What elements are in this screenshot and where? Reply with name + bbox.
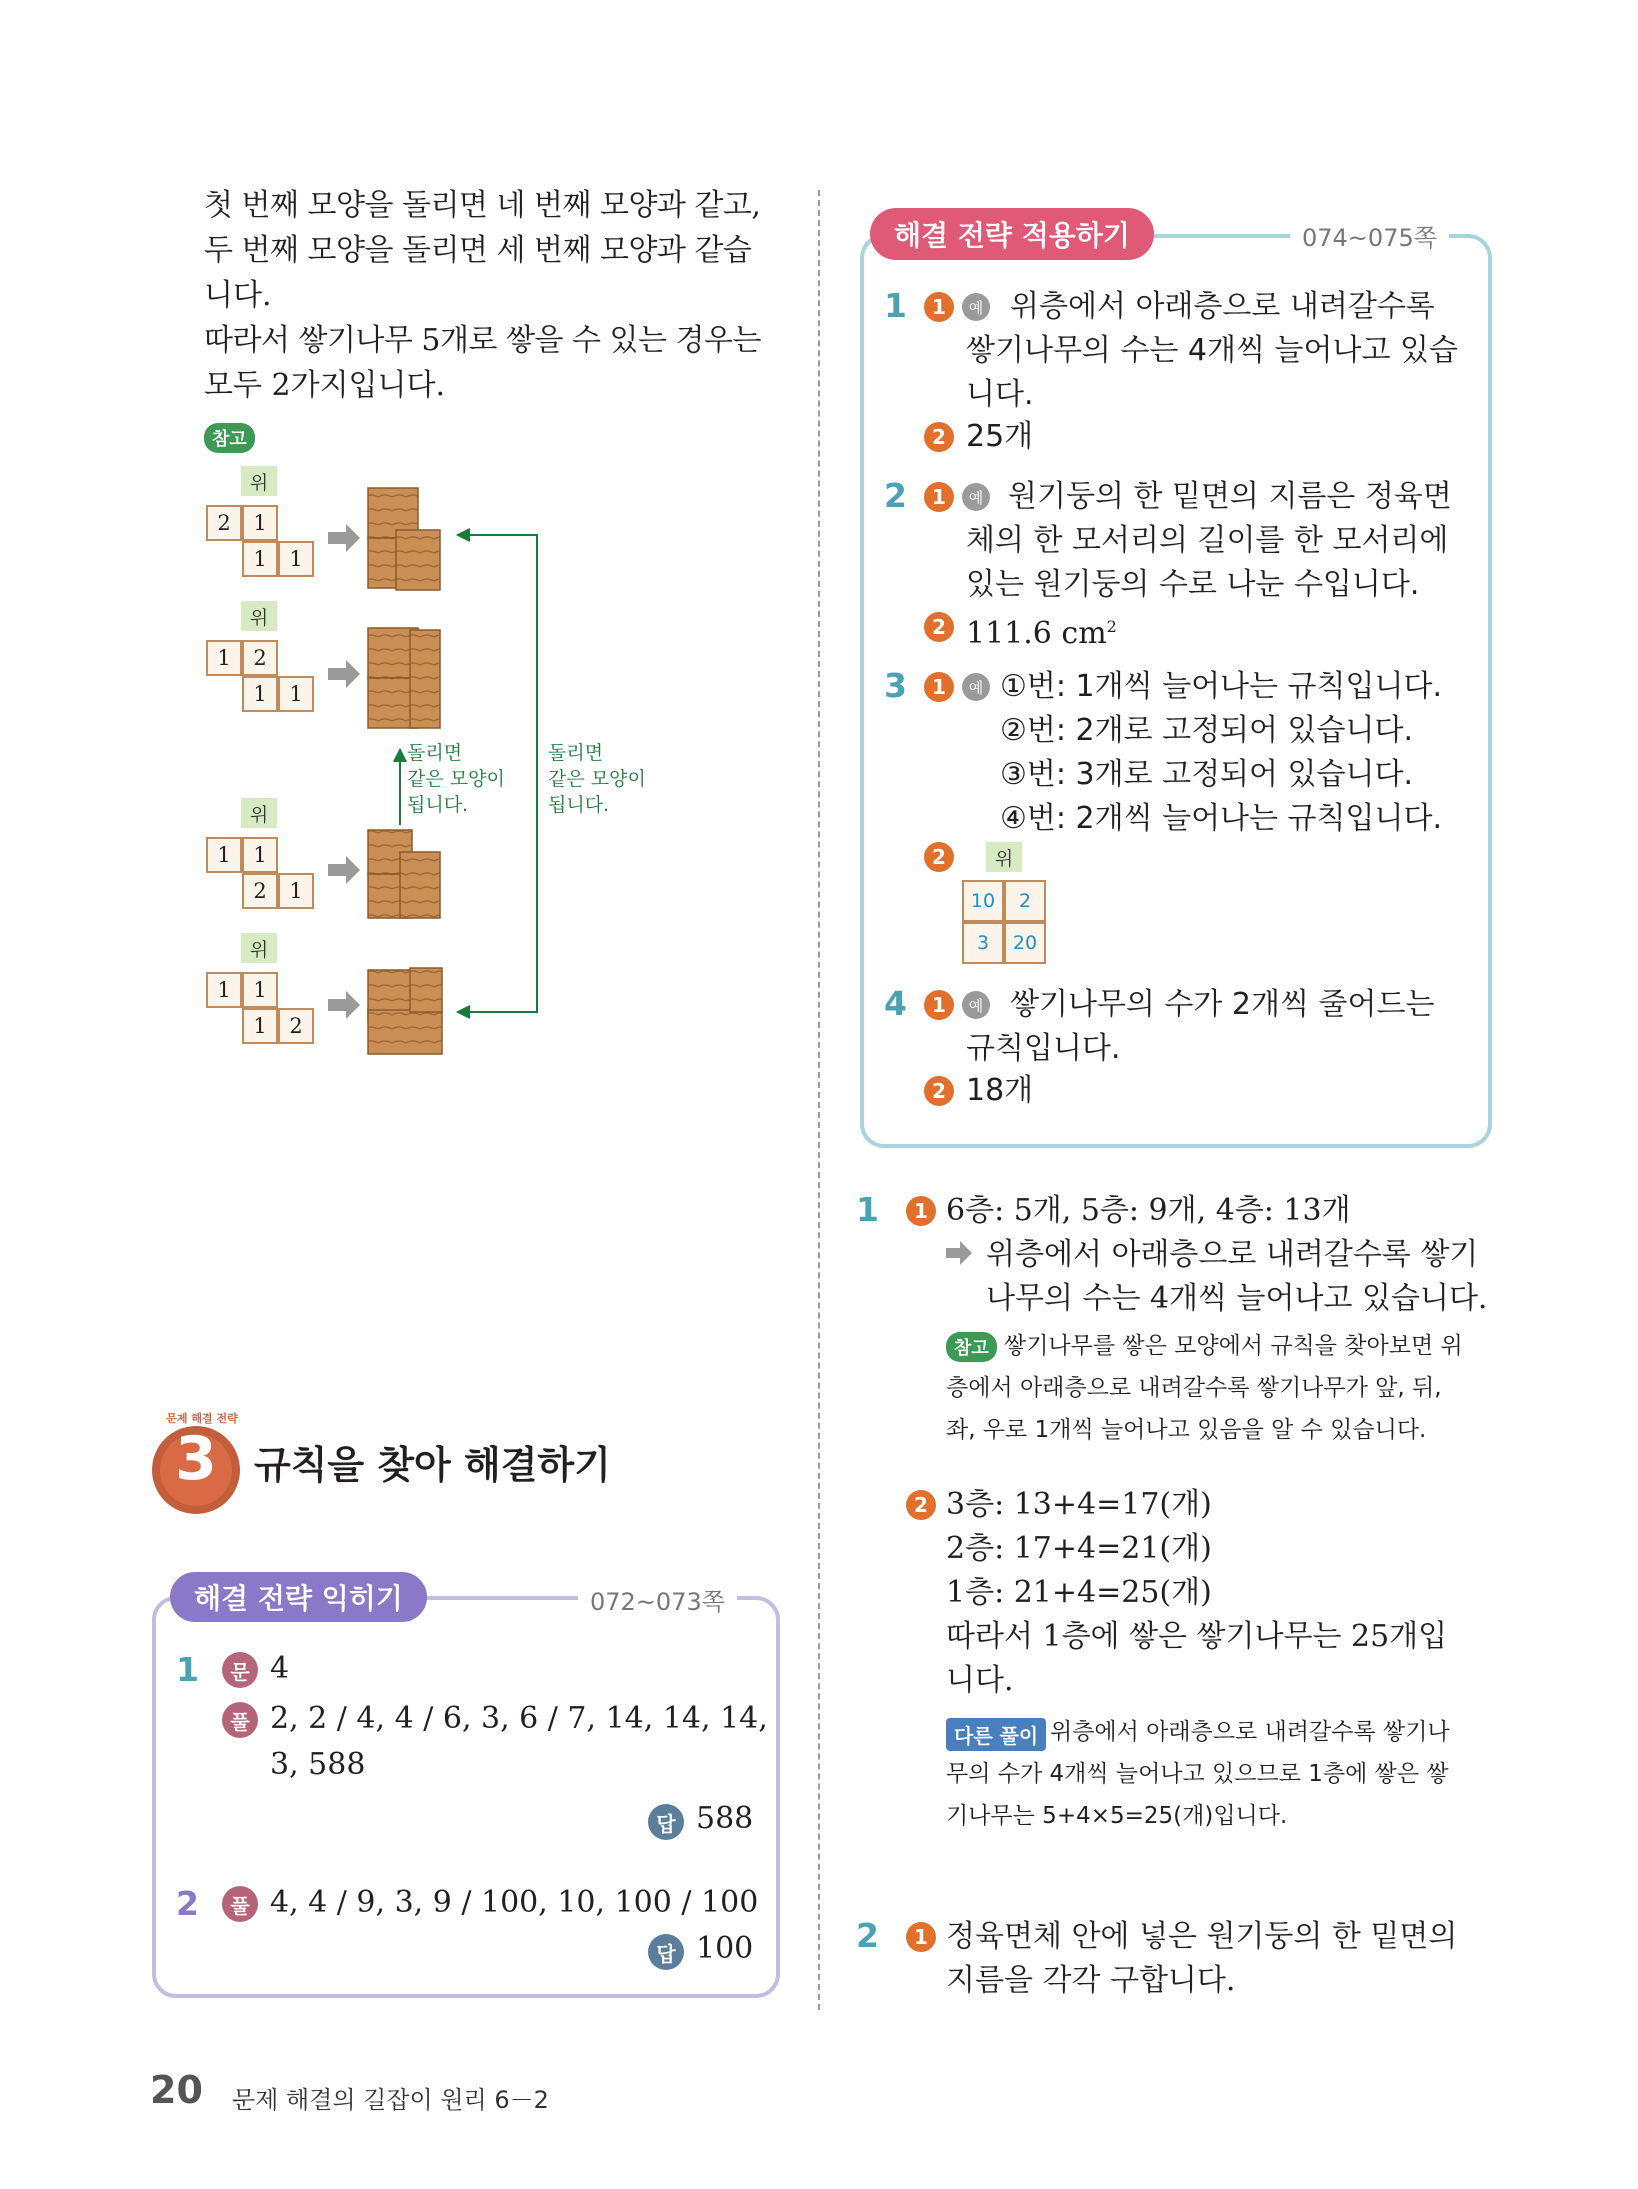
learn-strategy-header: 해결 전략 익히기 — [170, 1572, 427, 1622]
book-title: 문제 해결의 길잡이 원리 6－2 — [232, 2086, 549, 2114]
learn-item-1 — [176, 1650, 756, 1689]
s1-line-2: 위층에서 아래층으로 내려갈수록 쌓기 — [986, 1237, 1479, 1272]
wi-label: 위 — [241, 466, 277, 496]
text-line: 두 번째 모양을 돌리면 세 번째 모양과 같습 — [204, 233, 752, 268]
q1-line-1: 위층에서 아래층으로 내려갈수록 — [1010, 289, 1435, 324]
cube-stack-3 — [368, 830, 440, 918]
other-solution-tag: 다른 풀이 — [946, 1718, 1046, 1751]
grid-cell: 2 — [278, 1008, 314, 1044]
sub-1-icon: 1 — [906, 1196, 936, 1226]
q4-line-1: 쌓기나무의 수가 2개씩 줄어드는 — [1010, 987, 1435, 1022]
wi-label: 위 — [241, 601, 277, 631]
q3-line-2: ②번: 2개로 고정되어 있습니다. — [1000, 713, 1414, 748]
apply-strategy-header: 해결 전략 적용하기 — [870, 208, 1154, 260]
grid-cell: 1 — [206, 640, 242, 676]
q-number: 3 — [884, 666, 907, 705]
cube-stack-1 — [368, 488, 440, 590]
sub-2-icon: 2 — [924, 1076, 954, 1106]
wi-label: 위 — [986, 842, 1022, 872]
q3-line-3: ③번: 3개로 고정되어 있습니다. — [1000, 757, 1414, 792]
sub-2-icon: 2 — [924, 422, 954, 452]
grid-cell: 1 — [206, 972, 242, 1008]
grid-cell: 2 — [242, 873, 278, 909]
q2-line-1: 원기둥의 한 밑면의 지름은 정육면 — [1008, 479, 1452, 514]
q2-line-3: 있는 원기둥의 수로 나눈 수입니다. — [966, 567, 1420, 602]
pul-line: 4, 4 / 9, 3, 9 / 100, 10, 100 / 100 — [270, 1885, 759, 1920]
answer-value: 100 — [696, 1931, 754, 1966]
sub-1-icon: 1 — [906, 1922, 936, 1952]
grid-cell: 2 — [242, 640, 278, 676]
sub-2-icon: 2 — [906, 1490, 936, 1520]
grid-cell: 1 — [242, 1008, 278, 1044]
q1-line-3: 니다. — [966, 377, 1034, 412]
grid-cell: 1 — [242, 541, 278, 577]
ye-badge: 예 — [962, 673, 990, 701]
ye-badge: 예 — [962, 991, 990, 1019]
note-line-3: 좌, 우로 1개씩 늘어나고 있음을 알 수 있습니다. — [946, 1417, 1427, 1443]
wi-label: 위 — [241, 798, 277, 828]
q4-line-2: 규칙입니다. — [966, 1031, 1121, 1066]
note-line: 됩니다. — [407, 794, 469, 816]
grid-cell: 10 — [962, 880, 1004, 922]
text-line: 니다. — [204, 278, 272, 313]
dap-badge: 답 — [648, 1804, 684, 1840]
sub-1-icon: 1 — [924, 482, 954, 512]
text-line: 따라서 쌓기나무 5개로 쌓을 수 있는 경우는 — [204, 323, 761, 358]
q2-answer-sup: 2 — [1106, 617, 1117, 636]
rotate-note-2 — [548, 740, 646, 818]
section-3-badge — [148, 1412, 244, 1514]
note-line: 돌리면 — [548, 742, 604, 764]
note-line: 돌리면 — [407, 742, 463, 764]
pul-badge: 풀 — [222, 1702, 258, 1738]
grid-cell: 1 — [242, 505, 278, 541]
page-number: 20 — [150, 2068, 203, 2112]
text-line: 모두 2가지입니다. — [204, 368, 446, 403]
mun-badge: 문 — [222, 1652, 258, 1688]
q-number: 1 — [884, 286, 907, 325]
q1-answer-2: 25개 — [966, 419, 1034, 454]
column-divider — [818, 190, 820, 2010]
section-badge-number: 3 — [175, 1424, 217, 1494]
s1-line-1: 6층: 5개, 5층: 9개, 4층: 13개 — [946, 1193, 1351, 1228]
dap-badge: 답 — [648, 1934, 684, 1970]
calc-line-5: 니다. — [946, 1663, 1014, 1698]
s2-line-2: 지름을 각각 구합니다. — [946, 1963, 1236, 1998]
q-number: 4 — [884, 984, 907, 1023]
grid-cell: 20 — [1004, 922, 1046, 964]
pul-line-1: 2, 2 / 4, 4 / 6, 3, 6 / 7, 14, 14, 14, — [270, 1701, 768, 1736]
right-arrow-icon — [944, 1240, 974, 1266]
cube-stack-4 — [368, 968, 442, 1054]
solution-number: 2 — [856, 1916, 879, 1955]
calc-line-4: 따라서 1층에 쌓은 쌓기나무는 25개입 — [946, 1619, 1448, 1654]
sub-1-icon: 1 — [924, 672, 954, 702]
sub-2-icon: 2 — [924, 612, 954, 642]
q3-line-1: ①번: 1개씩 늘어나는 규칙입니다. — [1000, 669, 1442, 704]
cube-stack-2 — [368, 628, 440, 728]
grid-cell: 1 — [278, 873, 314, 909]
sub-1-icon: 1 — [924, 990, 954, 1020]
grid-cell: 1 — [242, 676, 278, 712]
q3-line-4: ④번: 2개씩 늘어나는 규칙입니다. — [1000, 801, 1442, 836]
chamgo-badge: 참고 — [946, 1332, 997, 1362]
ye-badge: 예 — [962, 483, 990, 511]
item-number: 1 — [176, 1650, 199, 1689]
grid-cell: 1 — [242, 837, 278, 873]
q1-line-2: 쌓기나무의 수는 4개씩 늘어나고 있습 — [966, 333, 1458, 368]
grid-cell: 2 — [206, 505, 242, 541]
solution-number: 1 — [856, 1190, 879, 1229]
q2-answer-value: 111.6 cm — [966, 616, 1107, 651]
q2-answer-2 — [966, 604, 1117, 656]
note-line: 같은 모양이 — [548, 768, 646, 790]
rotate-note-1 — [407, 740, 505, 818]
right-arrow-icon — [328, 524, 360, 1019]
other-line-3: 기나무는 5+4×5=25(개)입니다. — [946, 1803, 1288, 1829]
section-title: 규칙을 찾아 해결하기 — [254, 1443, 611, 1487]
note-line-2: 층에서 아래층으로 내려갈수록 쌓기나무가 앞, 뒤, — [946, 1375, 1442, 1401]
ye-badge: 예 — [962, 293, 990, 321]
s2-line-1: 정육면체 안에 넣은 원기둥의 한 밑면의 — [946, 1919, 1458, 1954]
grid-cell: 2 — [1004, 880, 1046, 922]
mun-value: 4 — [270, 1651, 290, 1686]
sub-2-icon: 2 — [924, 842, 954, 872]
s1-line-3: 나무의 수는 4개씩 늘어나고 있습니다. — [986, 1281, 1488, 1316]
other-line-2: 무의 수가 4개씩 늘어나고 있으므로 1층에 쌓은 쌓 — [946, 1761, 1449, 1787]
apply-pages: 074~075쪽 — [1290, 218, 1449, 253]
answer-value: 588 — [696, 1801, 754, 1836]
note-line: 같은 모양이 — [407, 768, 505, 790]
q4-answer-2: 18개 — [966, 1073, 1034, 1108]
item-number: 2 — [176, 1884, 199, 1923]
chamgo-badge: 참고 — [204, 423, 255, 453]
q2-line-2: 체의 한 모서리의 길이를 한 모서리에 — [966, 523, 1449, 558]
q-number: 2 — [884, 476, 907, 515]
other-line-1: 위층에서 아래층으로 내려갈수록 쌓기나 — [1050, 1719, 1450, 1745]
section-badge-arc-text: 문제 해결 전략 — [166, 1412, 238, 1425]
learn-pages: 072~073쪽 — [578, 1582, 737, 1617]
grid-cell: 3 — [962, 922, 1004, 964]
pul-line-2: 3, 588 — [270, 1747, 366, 1782]
calc-line-3: 1층: 21+4=25(개) — [946, 1575, 1212, 1610]
grid-cell: 1 — [206, 837, 242, 873]
calc-line-1: 3층: 13+4=17(개) — [946, 1487, 1212, 1522]
note-line-1: 쌓기나무를 쌓은 모양에서 규칙을 찾아보면 위 — [1004, 1333, 1463, 1359]
grid-cell: 1 — [278, 541, 314, 577]
wi-label: 위 — [241, 933, 277, 963]
cube-illustrations — [0, 0, 760, 1080]
grid-cell: 1 — [278, 676, 314, 712]
text-line: 첫 번째 모양을 돌리면 네 번째 모양과 같고, — [204, 188, 761, 223]
note-line: 됩니다. — [548, 794, 610, 816]
pul-badge: 풀 — [222, 1886, 258, 1922]
calc-line-2: 2층: 17+4=21(개) — [946, 1531, 1212, 1566]
grid-cell: 1 — [242, 972, 278, 1008]
sub-1-icon: 1 — [924, 292, 954, 322]
